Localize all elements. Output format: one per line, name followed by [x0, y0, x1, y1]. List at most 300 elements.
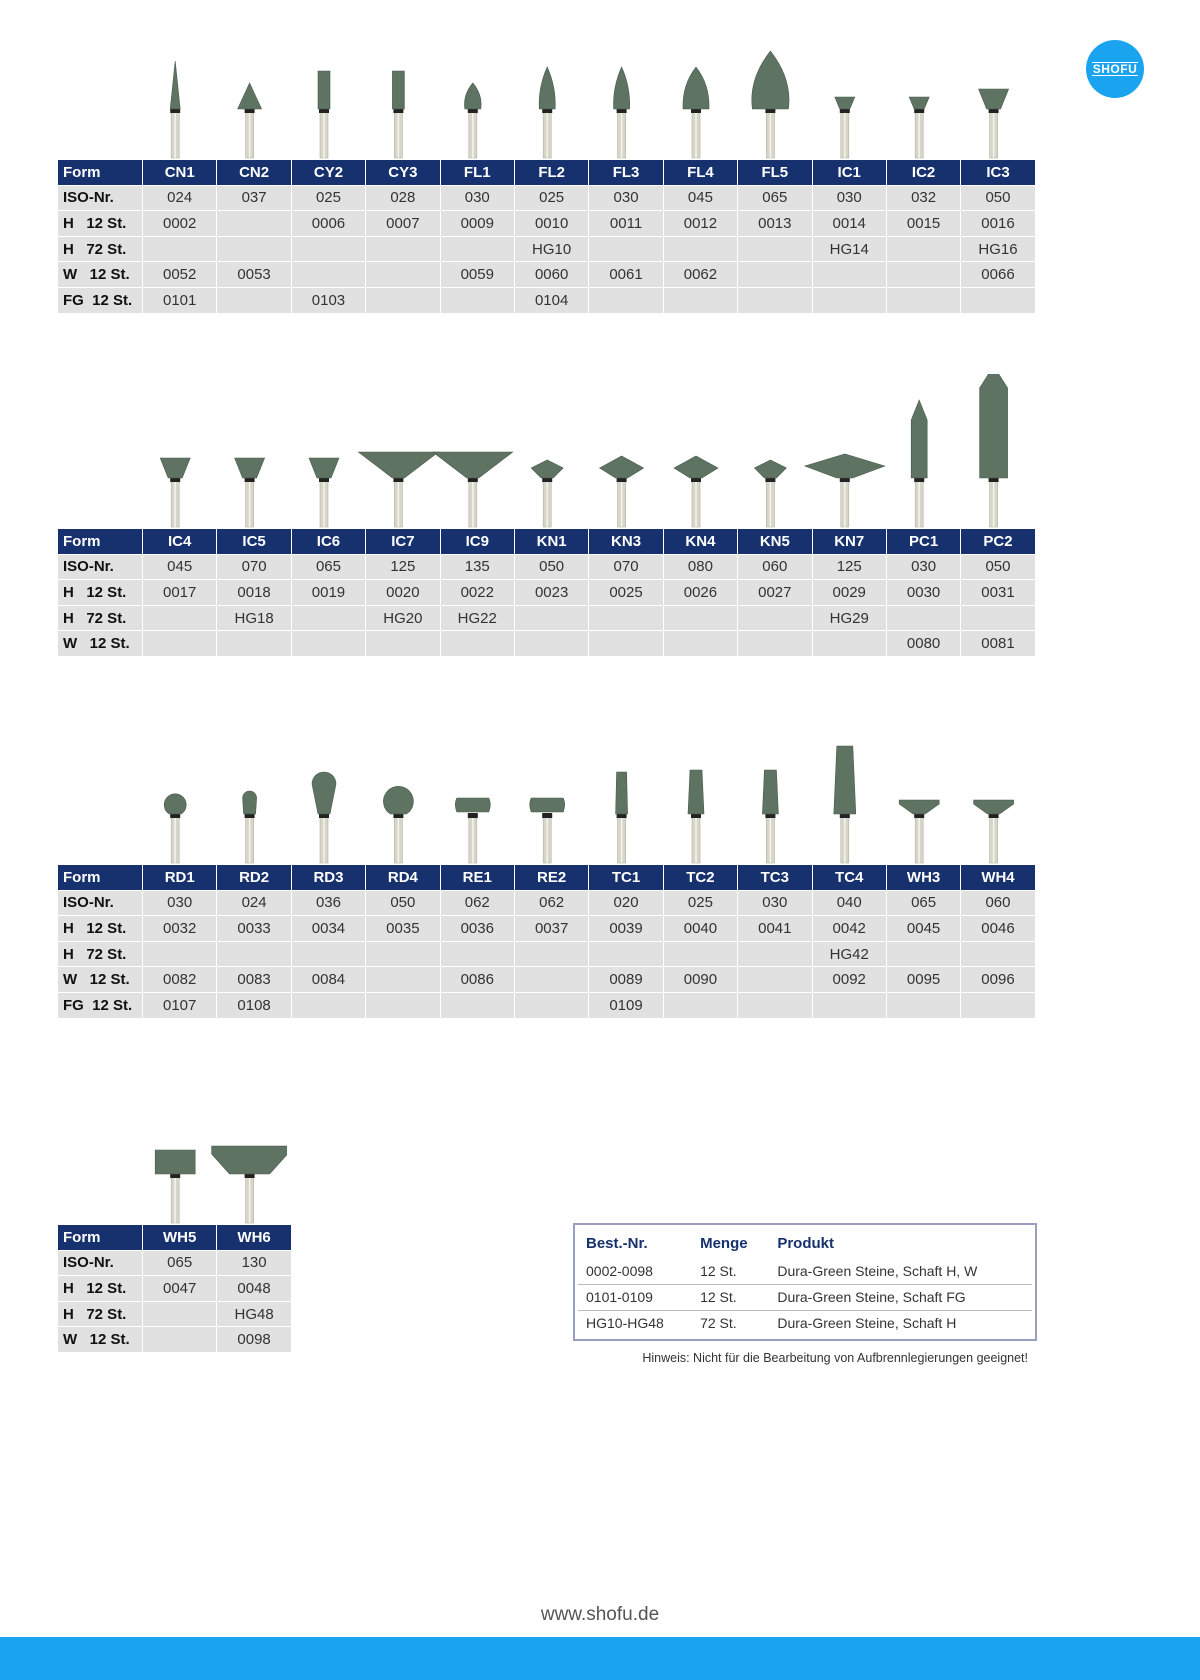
table-cell — [961, 942, 1034, 968]
table-cell — [292, 631, 365, 657]
row-label: FG 12 St. — [58, 288, 142, 314]
table-cell: 0015 — [887, 211, 960, 237]
table-cell: HG29 — [813, 606, 886, 632]
table-cell: 065 — [887, 891, 960, 917]
table-cell: 0046 — [961, 916, 1034, 942]
table-cell: 0104 — [515, 288, 588, 314]
table-cell: 0014 — [813, 211, 886, 237]
table-cell: 0107 — [143, 993, 216, 1019]
table-cell: HG22 — [441, 606, 514, 632]
order-row — [578, 1285, 1032, 1311]
table-row — [58, 967, 1035, 993]
tool-icons — [58, 374, 1031, 529]
table-row — [58, 288, 1035, 314]
table-cell — [738, 288, 811, 314]
table-cell: 060 — [961, 891, 1034, 917]
table-row — [58, 1276, 291, 1302]
table-cell: 0029 — [813, 580, 886, 606]
form-code: WH4 — [961, 865, 1034, 891]
form-code: FL1 — [441, 160, 514, 186]
table-cell: 037 — [217, 186, 290, 212]
table-cell — [589, 288, 662, 314]
table-header-row — [58, 529, 1035, 555]
table-cell: 045 — [143, 555, 216, 581]
table-row — [58, 580, 1035, 606]
table-row — [58, 555, 1035, 581]
table-cell: 0037 — [515, 916, 588, 942]
table-cell — [366, 262, 439, 288]
table-cell — [738, 262, 811, 288]
order-header: Menge — [700, 1235, 748, 1252]
table-cell — [738, 967, 811, 993]
tool-wheel-large-icon — [212, 1146, 287, 1223]
table-cell: 025 — [292, 186, 365, 212]
row-label: H 72 St. — [58, 942, 142, 968]
table-row — [58, 891, 1035, 917]
table-row — [58, 237, 1035, 263]
table-cell — [143, 1327, 216, 1353]
table-cell: 0082 — [143, 967, 216, 993]
form-code: FL3 — [589, 160, 662, 186]
table-cell: 028 — [366, 186, 439, 212]
header-label: Form — [58, 529, 142, 555]
table-header-row — [58, 1225, 291, 1251]
row-label: ISO-Nr. — [58, 555, 142, 581]
table-row — [58, 1327, 291, 1353]
tool-taper-icon — [762, 770, 778, 863]
form-code: IC9 — [441, 529, 514, 555]
table-cell: 070 — [217, 555, 290, 581]
table-cell: 030 — [441, 186, 514, 212]
table-cell: 0059 — [441, 262, 514, 288]
table-cell — [961, 288, 1034, 314]
order-cell: Dura-Green Steine, Schaft FG — [769, 1285, 1032, 1311]
table-cell — [664, 942, 737, 968]
table-cell: 135 — [441, 555, 514, 581]
table-cell: 0031 — [961, 580, 1034, 606]
table-cell: 125 — [366, 555, 439, 581]
table-row — [58, 186, 1035, 212]
table-cell: 0019 — [292, 580, 365, 606]
tool-wheel-thick-icon — [155, 1150, 195, 1223]
tool-disc-icon — [530, 798, 565, 863]
tool-knife-icon — [600, 456, 644, 527]
table-cell — [589, 237, 662, 263]
table-cell: 0060 — [515, 262, 588, 288]
tool-round-large-icon — [383, 786, 413, 863]
tool-inverted-cone-small-icon — [835, 97, 855, 158]
table-cell — [143, 1302, 216, 1328]
order-header-row — [578, 1231, 1032, 1259]
table-cell — [738, 942, 811, 968]
table-cell: 0047 — [143, 1276, 216, 1302]
table-cell: HG20 — [366, 606, 439, 632]
table-cell — [441, 942, 514, 968]
tool-flame-large-icon — [752, 51, 789, 158]
order-cell: Dura-Green Steine, Schaft H — [769, 1311, 1032, 1337]
table-cell: HG14 — [813, 237, 886, 263]
order-header: Best.-Nr. — [586, 1235, 648, 1252]
form-code: RD2 — [217, 865, 290, 891]
table-cell — [664, 993, 737, 1019]
table-cell: 0042 — [813, 916, 886, 942]
table-cell: 0084 — [292, 967, 365, 993]
order-cell: HG10-HG48 — [578, 1311, 692, 1337]
table-cell — [143, 606, 216, 632]
table-cell — [887, 288, 960, 314]
form-code: FL5 — [738, 160, 811, 186]
table-row — [58, 211, 1035, 237]
table-cell: 0020 — [366, 580, 439, 606]
form-code: CY3 — [366, 160, 439, 186]
order-cell: 0002-0098 — [586, 1263, 653, 1279]
table-row — [58, 942, 1035, 968]
spec-table — [57, 865, 1036, 1019]
form-code: FL2 — [515, 160, 588, 186]
row-label: W 12 St. — [58, 631, 142, 657]
row-label: H 12 St. — [58, 580, 142, 606]
table-cell: 0101 — [143, 288, 216, 314]
table-cell — [589, 942, 662, 968]
row-label: W 12 St. — [58, 1327, 142, 1353]
row-label: H 72 St. — [58, 237, 142, 263]
tool-inverted-cone-icon — [160, 458, 190, 527]
table-cell: HG10 — [515, 237, 588, 263]
table-cell: HG48 — [217, 1302, 290, 1328]
table-cell: 0006 — [292, 211, 365, 237]
spec-table — [57, 160, 1036, 314]
table-cell: 024 — [217, 891, 290, 917]
spec-table — [57, 1225, 292, 1353]
order-row — [578, 1259, 1032, 1285]
tool-icons — [58, 740, 1031, 865]
table-cell: 060 — [738, 555, 811, 581]
table-cell: 0086 — [441, 967, 514, 993]
table-cell: 0011 — [589, 211, 662, 237]
table-cell: 030 — [589, 186, 662, 212]
website-url[interactable]: www.shofu.de — [540, 1604, 660, 1625]
table-cell: 0032 — [143, 916, 216, 942]
table-cell — [515, 631, 588, 657]
table-cell: 0018 — [217, 580, 290, 606]
order-header: Produkt — [777, 1235, 834, 1252]
table-cell: 0062 — [664, 262, 737, 288]
table-cell: 0045 — [887, 916, 960, 942]
form-code: RE2 — [515, 865, 588, 891]
tool-icons — [58, 42, 1031, 160]
header-label: Form — [58, 160, 142, 186]
tool-flame-wide-icon — [683, 67, 709, 158]
table-cell — [515, 942, 588, 968]
table-cell — [813, 993, 886, 1019]
table-row — [58, 606, 1035, 632]
table-cell — [887, 606, 960, 632]
table-cell: 0081 — [961, 631, 1034, 657]
order-cell: 72 St. — [692, 1311, 769, 1337]
form-code: IC2 — [887, 160, 960, 186]
form-code: WH3 — [887, 865, 960, 891]
table-cell — [292, 237, 365, 263]
table-cell: 0109 — [589, 993, 662, 1019]
table-cell: 0052 — [143, 262, 216, 288]
tool-inverted-cone-icon — [979, 89, 1009, 158]
table-cell: 080 — [664, 555, 737, 581]
tool-wheel-icon — [974, 800, 1014, 863]
form-code: KN7 — [813, 529, 886, 555]
form-code: KN1 — [515, 529, 588, 555]
tool-wheel-icon — [899, 800, 939, 863]
row-label: H 12 St. — [58, 1276, 142, 1302]
row-label: ISO-Nr. — [58, 186, 142, 212]
table-row — [58, 1302, 291, 1328]
table-cell — [217, 237, 290, 263]
table-cell — [441, 631, 514, 657]
table-row — [58, 916, 1035, 942]
row-label: ISO-Nr. — [58, 891, 142, 917]
table-cell: 024 — [143, 186, 216, 212]
table-cell: 030 — [813, 186, 886, 212]
table-cell — [217, 631, 290, 657]
order-cell: 12 St. — [700, 1263, 737, 1279]
spec-table — [57, 529, 1036, 657]
form-code: CN2 — [217, 160, 290, 186]
tool-knife-wide-icon — [805, 454, 885, 527]
table-cell: 0089 — [589, 967, 662, 993]
row-label: ISO-Nr. — [58, 1251, 142, 1277]
table-cell: 0036 — [441, 916, 514, 942]
table-cell: 0103 — [292, 288, 365, 314]
tool-wide-cone-icon — [433, 452, 513, 527]
table-cell — [589, 606, 662, 632]
table-cell — [887, 262, 960, 288]
table-cell: 0017 — [143, 580, 216, 606]
form-code: KN4 — [664, 529, 737, 555]
table-cell — [292, 993, 365, 1019]
table-cell — [366, 942, 439, 968]
form-code: PC1 — [887, 529, 960, 555]
table-cell: 0034 — [292, 916, 365, 942]
tool-wide-cone-icon — [358, 452, 438, 527]
form-code: TC3 — [738, 865, 811, 891]
form-code: TC4 — [813, 865, 886, 891]
table-cell: 0002 — [143, 211, 216, 237]
order-cell: Dura-Green Steine, Schaft H, W — [777, 1263, 978, 1279]
table-cell — [664, 631, 737, 657]
form-code: CN1 — [143, 160, 216, 186]
table-cell: 0016 — [961, 211, 1034, 237]
table-cell — [292, 942, 365, 968]
table-cell: 050 — [366, 891, 439, 917]
table-cell: 025 — [664, 891, 737, 917]
order-cell: 0101-0109 — [578, 1285, 692, 1311]
tool-knife-icon — [674, 456, 718, 527]
table-cell: 0013 — [738, 211, 811, 237]
table-cell — [887, 237, 960, 263]
table-cell — [664, 606, 737, 632]
table-cell — [217, 288, 290, 314]
table-cell — [738, 237, 811, 263]
table-cell: 030 — [143, 891, 216, 917]
tool-disc-icon — [455, 798, 490, 863]
table-cell: 0092 — [813, 967, 886, 993]
table-cell: 0033 — [217, 916, 290, 942]
tool-inverted-cone-icon — [309, 458, 339, 527]
header-label: Form — [58, 1225, 142, 1251]
tool-taper-large-icon — [834, 746, 856, 863]
table-cell: 0098 — [217, 1327, 290, 1353]
shofu-logo: SHOFU — [1086, 40, 1144, 98]
row-label: H 72 St. — [58, 1302, 142, 1328]
form-code: CY2 — [292, 160, 365, 186]
table-cell — [366, 288, 439, 314]
table-cell: 030 — [887, 555, 960, 581]
form-code: TC2 — [664, 865, 737, 891]
table-cell: 0022 — [441, 580, 514, 606]
form-code: IC7 — [366, 529, 439, 555]
tool-cylinder-icon — [318, 71, 330, 158]
table-cell: HG42 — [813, 942, 886, 968]
table-cell — [366, 631, 439, 657]
form-code: IC4 — [143, 529, 216, 555]
product-section-3 — [58, 740, 1036, 1019]
table-row — [58, 993, 1035, 1019]
table-cell: 0010 — [515, 211, 588, 237]
tool-images — [58, 374, 1036, 529]
table-cell: 0066 — [961, 262, 1034, 288]
form-code: RD4 — [366, 865, 439, 891]
table-cell: 036 — [292, 891, 365, 917]
table-row — [58, 1251, 291, 1277]
table-cell — [664, 237, 737, 263]
row-label: H 12 St. — [58, 211, 142, 237]
tool-flame-icon — [539, 67, 555, 158]
tool-flame-small-icon — [464, 83, 481, 158]
table-cell — [664, 288, 737, 314]
form-code: KN3 — [589, 529, 662, 555]
table-cell — [441, 993, 514, 1019]
row-label: H 72 St. — [58, 606, 142, 632]
form-code: IC5 — [217, 529, 290, 555]
row-label: H 12 St. — [58, 916, 142, 942]
row-label: W 12 St. — [58, 967, 142, 993]
table-cell — [441, 237, 514, 263]
tool-knife-small-icon — [531, 460, 563, 527]
tool-taper-icon — [688, 770, 704, 863]
table-cell: 050 — [961, 186, 1034, 212]
form-code: PC2 — [961, 529, 1034, 555]
table-cell: 040 — [813, 891, 886, 917]
order-cell: 12 St. — [692, 1285, 769, 1311]
table-cell: 130 — [217, 1251, 290, 1277]
table-cell — [961, 606, 1034, 632]
tool-inverted-cone-icon — [235, 458, 265, 527]
tool-cone-narrow-icon — [170, 61, 180, 158]
order-table — [573, 1223, 1037, 1341]
table-cell: 0026 — [664, 580, 737, 606]
table-cell — [887, 993, 960, 1019]
tool-cylinder-icon — [392, 71, 404, 158]
table-cell — [813, 262, 886, 288]
table-cell: 025 — [515, 186, 588, 212]
table-cell — [217, 211, 290, 237]
tool-knife-small-icon — [754, 460, 786, 527]
table-cell: 030 — [738, 891, 811, 917]
form-code: IC3 — [961, 160, 1034, 186]
table-cell — [366, 993, 439, 1019]
tool-round-icon — [164, 794, 186, 863]
table-cell: 0023 — [515, 580, 588, 606]
table-cell: 0039 — [589, 916, 662, 942]
table-cell: HG18 — [217, 606, 290, 632]
table-cell: 0053 — [217, 262, 290, 288]
product-section-2 — [58, 374, 1036, 657]
row-label: FG 12 St. — [58, 993, 142, 1019]
table-cell — [143, 631, 216, 657]
table-cell — [961, 993, 1034, 1019]
table-cell: 032 — [887, 186, 960, 212]
header-label: Form — [58, 865, 142, 891]
table-cell: 050 — [961, 555, 1034, 581]
tool-flame-icon — [614, 67, 630, 158]
table-header-row — [58, 865, 1035, 891]
table-cell — [813, 288, 886, 314]
form-code: WH5 — [143, 1225, 216, 1251]
table-cell — [292, 606, 365, 632]
table-cell — [887, 942, 960, 968]
table-cell — [143, 942, 216, 968]
table-cell: 062 — [515, 891, 588, 917]
table-cell — [813, 631, 886, 657]
table-cell: 020 — [589, 891, 662, 917]
tool-images — [58, 1130, 292, 1225]
table-cell — [143, 237, 216, 263]
tool-round-small-icon — [243, 791, 257, 863]
table-cell: 062 — [441, 891, 514, 917]
note-text: Hinweis: Nicht für die Bearbeitung von Aufbrennlegierungen geeignet! — [642, 1351, 1028, 1365]
table-cell — [292, 262, 365, 288]
table-cell: HG16 — [961, 237, 1034, 263]
tool-pointed-cylinder-icon — [911, 400, 927, 527]
table-cell: 0041 — [738, 916, 811, 942]
table-cell: 0096 — [961, 967, 1034, 993]
row-label: W 12 St. — [58, 262, 142, 288]
form-code: RE1 — [441, 865, 514, 891]
table-cell: 065 — [143, 1251, 216, 1277]
form-code: IC1 — [813, 160, 886, 186]
table-cell: 0035 — [366, 916, 439, 942]
tool-inverted-cone-small-icon — [909, 97, 929, 158]
table-cell: 0025 — [589, 580, 662, 606]
table-cell — [366, 237, 439, 263]
table-cell: 0090 — [664, 967, 737, 993]
table-cell — [515, 993, 588, 1019]
tool-taper-thin-icon — [616, 772, 628, 863]
form-code: FL4 — [664, 160, 737, 186]
table-cell — [441, 288, 514, 314]
table-row — [58, 262, 1035, 288]
table-cell: 0108 — [217, 993, 290, 1019]
table-cell: 065 — [738, 186, 811, 212]
tool-pointed-cylinder-large-icon — [980, 374, 1008, 527]
table-cell — [738, 993, 811, 1019]
form-code: WH6 — [217, 1225, 290, 1251]
tool-images — [58, 42, 1036, 160]
form-code: TC1 — [589, 865, 662, 891]
tool-images — [58, 740, 1036, 865]
table-row — [58, 631, 1035, 657]
tool-triangle-icon — [238, 83, 262, 158]
table-cell: 070 — [589, 555, 662, 581]
